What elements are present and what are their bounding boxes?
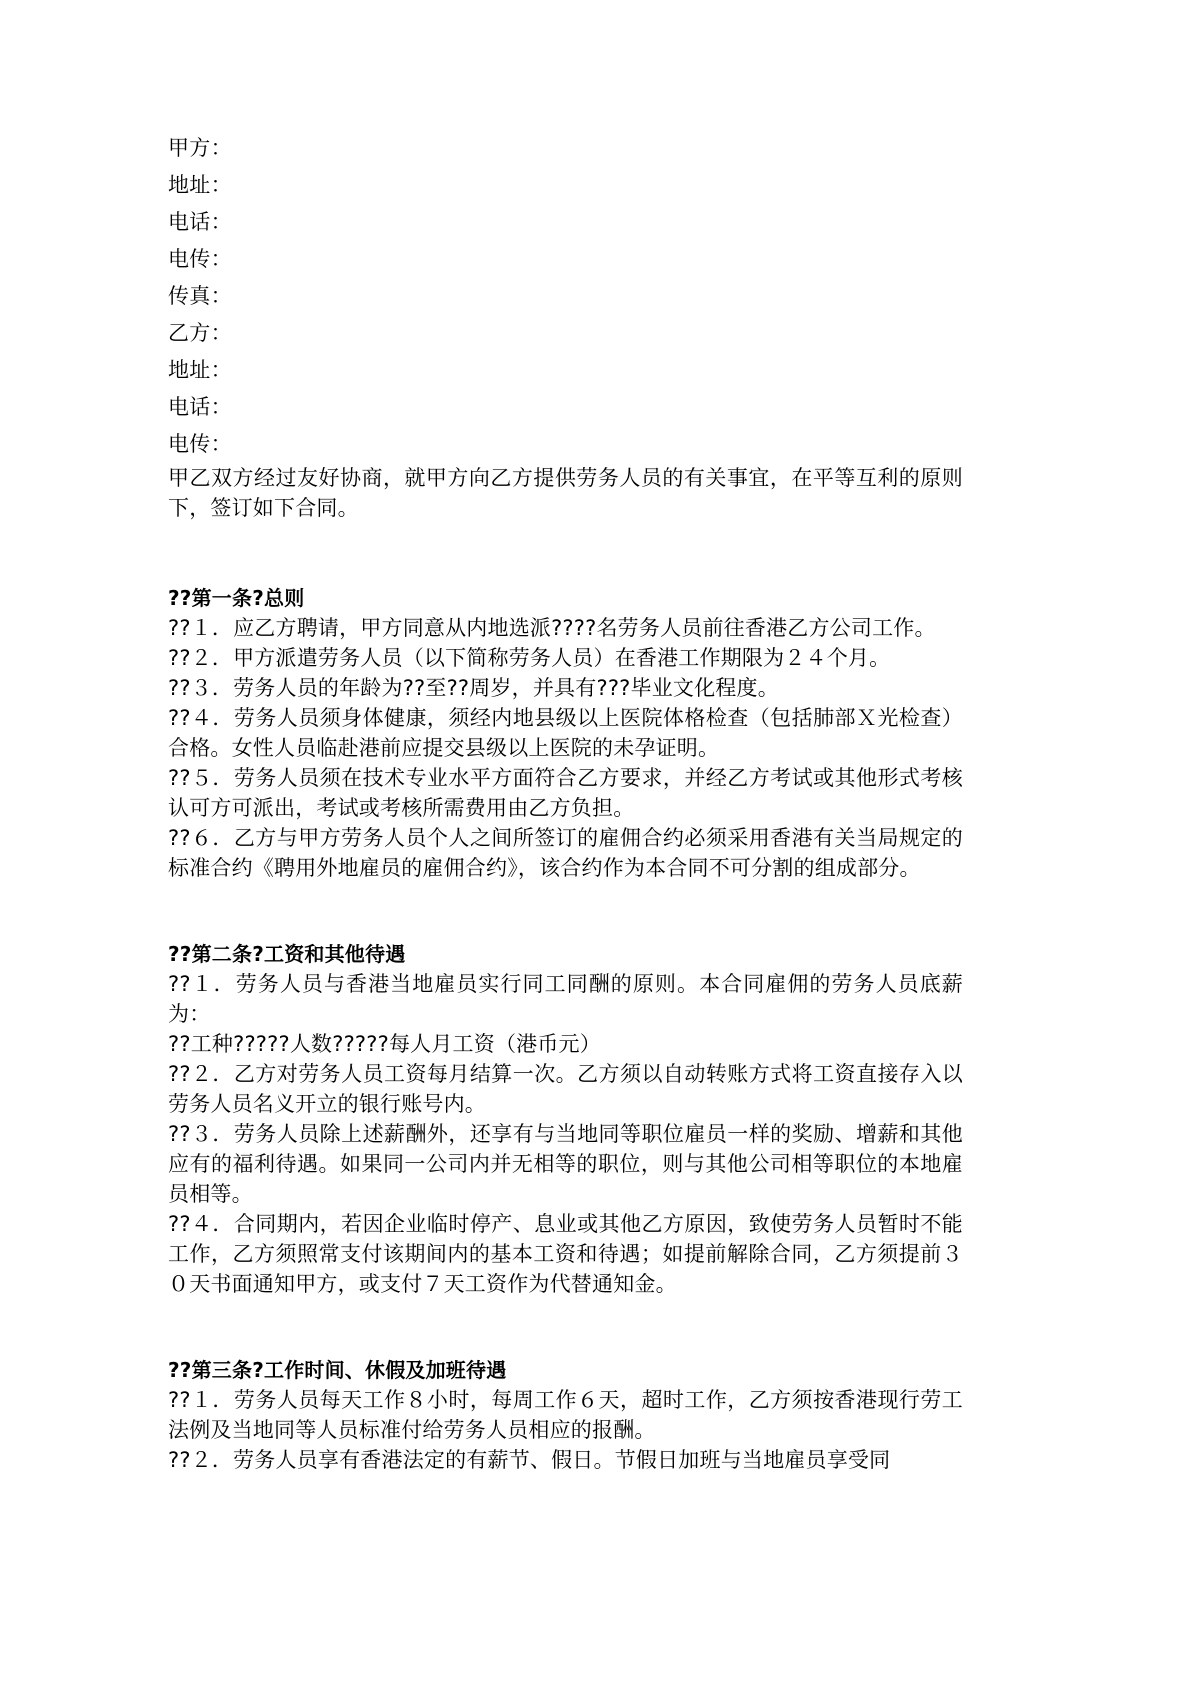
article-two [168, 939, 963, 1299]
party-line-fax: 传真： [168, 284, 232, 308]
article-one-clause-4: ??４．劳务人员须身体健康，须经内地县级以上医院体格检查（包括肺部Ｘ光检查）合格。女性人员临赴港前应提交县级以上医院的未孕证明。 [168, 706, 963, 760]
article-one-heading: ??第一条?总则 [168, 586, 305, 610]
party-line-jiafang: 甲方： [168, 136, 232, 160]
preamble-paragraph: 甲乙双方经过友好协商，就甲方向乙方提供劳务人员的有关事宜，在平等互利的原则下，签订如下合同。 [168, 466, 963, 520]
article-one-clause-2: ??２．甲方派遣劳务人员（以下简称劳务人员）在香港工作期限为２４个月。 [168, 646, 891, 670]
article-one-clause-5: ??５．劳务人员须在技术专业水平方面符合乙方要求，并经乙方考试或其他形式考核认可方可派出，考试或考核所需费用由乙方负担。 [168, 766, 963, 820]
party-block [168, 130, 963, 463]
article-two-clause-1: ??１．劳务人员与香港当地雇员实行同工同酬的原则。本合同雇佣的劳务人员底薪为： [168, 972, 963, 1026]
party-line-yifang: 乙方： [168, 321, 232, 345]
article-two-clause-4: ??４．合同期内，若因企业临时停产、息业或其他乙方原因，致使劳务人员暂时不能工作，乙方须照常支付该期间内的基本工资和待遇；如提前解除合同，乙方须提前３０天书面通知甲方，或支付７天工资作为代替通知金。 [168, 1212, 963, 1296]
party-line-telex-1: 电传： [168, 247, 232, 271]
article-three-heading: ??第三条?工作时间、休假及加班待遇 [168, 1358, 507, 1382]
article-one-clause-3: ??３．劳务人员的年龄为??至??周岁，并具有???毕业文化程度。 [168, 676, 779, 700]
article-one-clause-1: ??１．应乙方聘请，甲方同意从内地选派????名劳务人员前往香港乙方公司工作。 [168, 616, 936, 640]
article-two-heading: ??第二条?工资和其他待遇 [168, 942, 406, 966]
section-spacer-2 [168, 883, 963, 939]
article-three-clause-2: ??２．劳务人员享有香港法定的有薪节、假日。节假日加班与当地雇员享受同 [168, 1448, 891, 1472]
article-one-clause-6: ??６．乙方与甲方劳务人员个人之间所签订的雇佣合约必须采用香港有关当局规定的标准合约《聘用外地雇员的雇佣合约》，该合约作为本合同不可分割的组成部分。 [168, 826, 963, 880]
article-two-clause-2: ??２．乙方对劳务人员工资每月结算一次。乙方须以自动转账方式将工资直接存入以劳务人员名义开立的银行账号内。 [168, 1062, 963, 1116]
section-spacer-1 [168, 523, 963, 583]
party-line-address-1: 地址： [168, 173, 232, 197]
article-two-wage-table-header: ??工种?????人数?????每人月工资（港币元） [168, 1032, 601, 1056]
party-line-address-2: 地址： [168, 358, 232, 382]
party-line-phone-2: 电话： [168, 395, 232, 419]
party-line-phone-1: 电话： [168, 210, 232, 234]
article-three-clause-1: ??１．劳务人员每天工作８小时，每周工作６天，超时工作，乙方须按香港现行劳工法例及当地同等人员标准付给劳务人员相应的报酬。 [168, 1388, 963, 1442]
section-spacer-3 [168, 1299, 963, 1355]
document-body [168, 130, 963, 1475]
article-three [168, 1355, 963, 1475]
article-two-clause-3: ??３．劳务人员除上述薪酬外，还享有与当地同等职位雇员一样的奖励、增薪和其他应有的福利待遇。如果同一公司内并无相等的职位，则与其他公司相等职位的本地雇员相等。 [168, 1122, 963, 1206]
article-one [168, 583, 963, 883]
party-line-telex-2: 电传： [168, 432, 232, 456]
